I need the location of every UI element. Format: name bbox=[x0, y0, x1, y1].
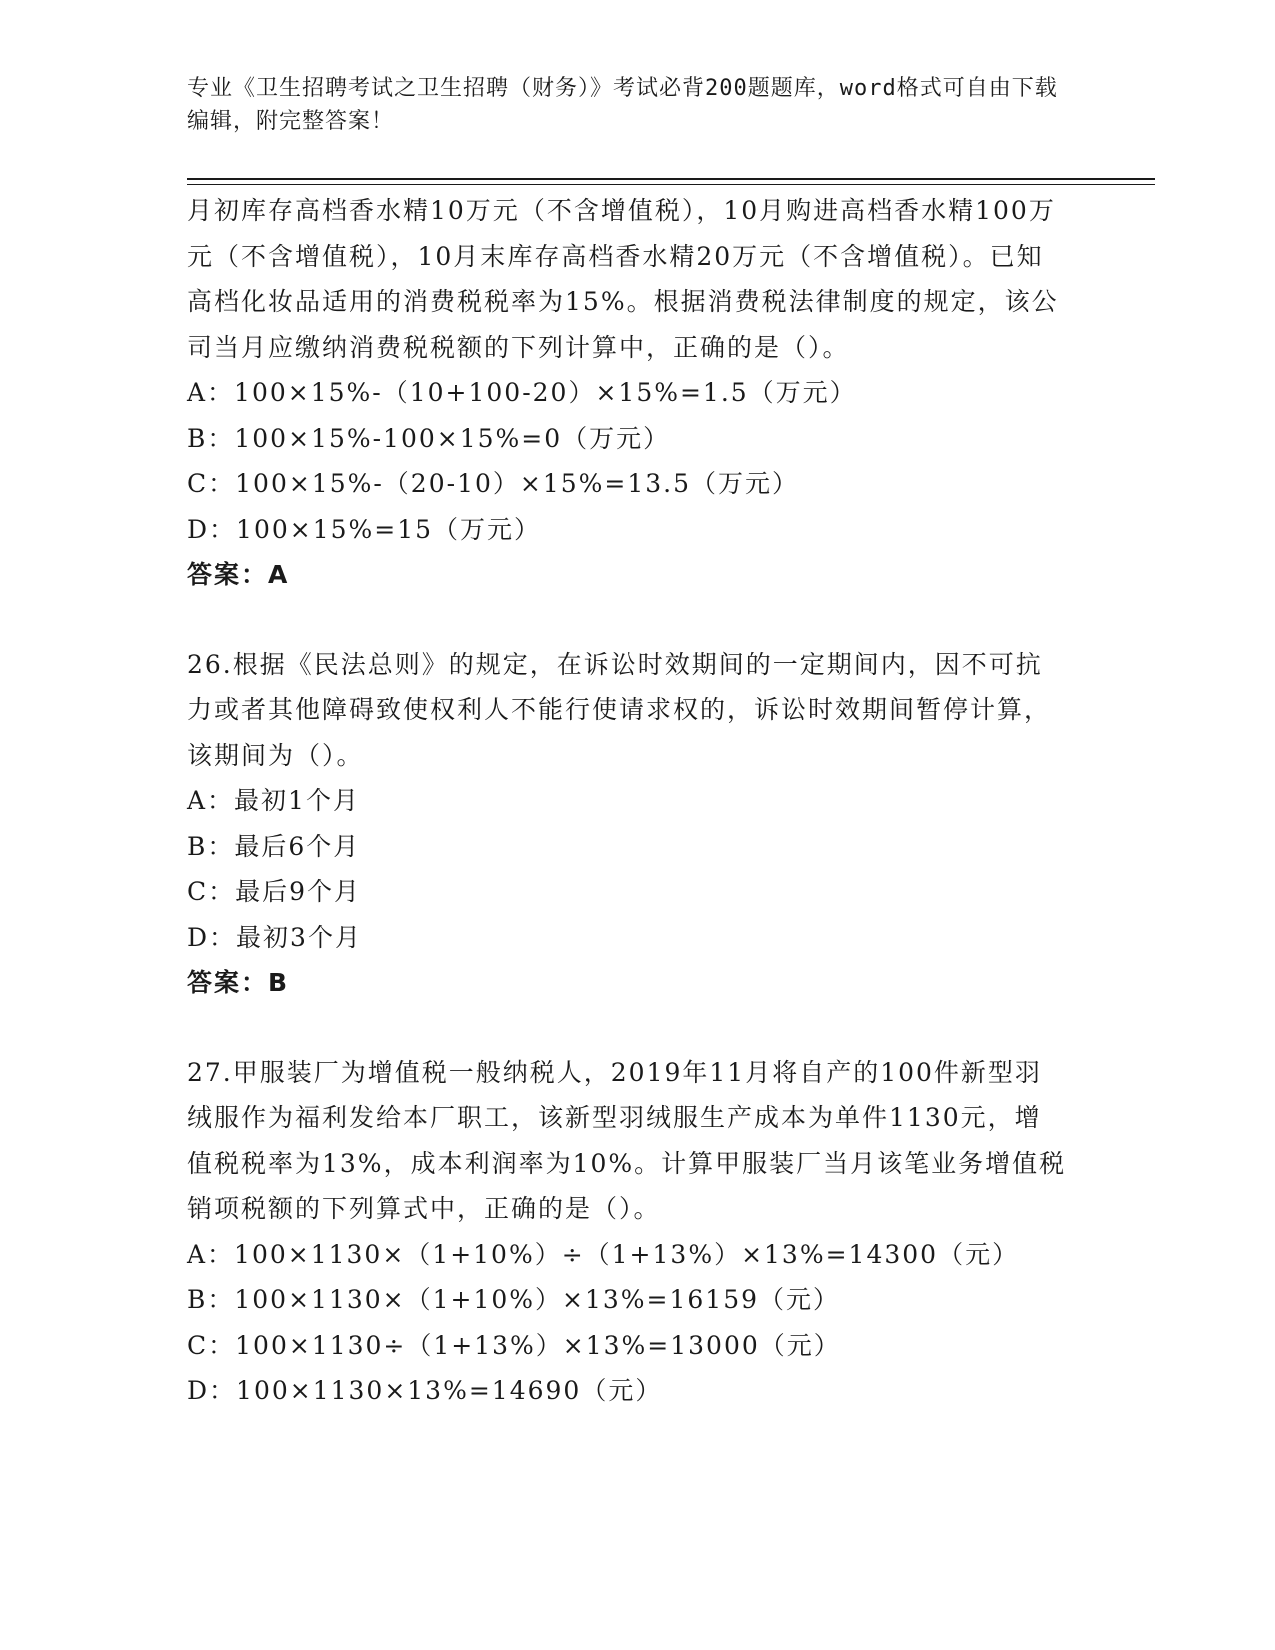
header-rule-thick bbox=[187, 178, 1155, 180]
option-a: A：100×1130×（1+10%）÷（1+13%）×13%=14300（元） bbox=[187, 1239, 1020, 1269]
option-a: A：最初1个月 bbox=[187, 786, 360, 815]
document-header: 专业《卫生招聘考试之卫生招聘（财务）》考试必背200题题库，word格式可自由下载编辑，附完整答案！ bbox=[187, 76, 1058, 134]
question-text: 27.甲服装厂为增值税一般纳税人，2019年11月将自产的100件新型羽绒服作为福利发给本厂职工，该新型羽绒服生产成本为单件1130元，增值税税率为13%，成本利润率为10%。计算甲服装厂当月该笔业务增值税销项税额的下列算式中，正确的是（）。 bbox=[187, 1057, 1067, 1223]
header-rule-thin bbox=[187, 184, 1155, 185]
answer-line: 答案：B bbox=[187, 968, 290, 997]
document-content bbox=[187, 188, 1067, 1414]
question-block bbox=[187, 642, 1067, 1006]
question-gap bbox=[187, 598, 1067, 642]
answer-line: 答案：A bbox=[187, 560, 290, 589]
question-text: 月初库存高档香水精10万元（不含增值税），10月购进高档香水精100万元（不含增值税），10月末库存高档香水精20万元（不含增值税）。已知高档化妆品适用的消费税税率为15%。根据消费税法律制度的规定，该公司当月应缴纳消费税税额的下列计算中，正确的是（）。 bbox=[187, 196, 1059, 362]
option-b: B：最后6个月 bbox=[187, 831, 361, 861]
option-c: C：100×15%-（20-10）×15%=13.5（万元） bbox=[187, 469, 800, 498]
option-d: D：100×1130×13%=14690（元） bbox=[187, 1376, 663, 1405]
option-b: B：100×15%-100×15%=0（万元） bbox=[187, 423, 671, 453]
option-b: B：100×1130×（1+10%）×13%=16159（元） bbox=[187, 1285, 841, 1314]
option-d: D：最初3个月 bbox=[187, 922, 362, 952]
question-block bbox=[187, 188, 1067, 598]
question-block bbox=[187, 1050, 1067, 1414]
option-c: C：100×1130÷（1+13%）×13%=13000（元） bbox=[187, 1330, 841, 1360]
question-text: 26.根据《民法总则》的规定，在诉讼时效期间的一定期间内，因不可抗力或者其他障碍致使权利人不能行使请求权的，诉讼时效期间暂停计算，该期间为（）。 bbox=[187, 649, 1052, 770]
option-a: A：100×15%-（10+100-20）×15%=1.5（万元） bbox=[187, 378, 857, 407]
option-d: D：100×15%=15（万元） bbox=[187, 514, 542, 544]
question-gap bbox=[187, 1006, 1067, 1050]
option-c: C：最后9个月 bbox=[187, 877, 362, 906]
